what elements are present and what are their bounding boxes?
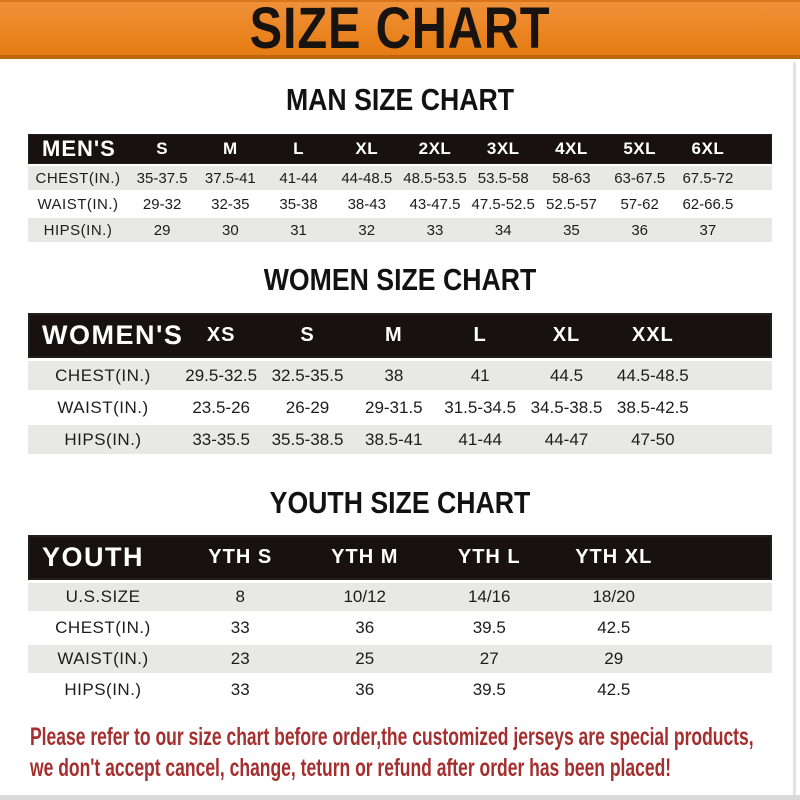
- men-cell-waist-in-l: 35-38: [279, 195, 318, 213]
- men-cell-waist-in-4xl: 52.5-57: [546, 195, 597, 213]
- youth-cell-chest-in-yth-s: 33: [230, 618, 250, 637]
- youth-cell-hips-in-yth-m: 36: [355, 680, 375, 699]
- women-cell-hips-in-xs: 33-35.5: [192, 429, 250, 449]
- youth-row-label-u-s-size: U.S.SIZE: [65, 587, 141, 606]
- youth-column-header-yth-m: YTH M: [331, 546, 399, 568]
- women-section-heading: WOMEN SIZE CHART: [263, 262, 537, 297]
- men-cell-waist-in-5xl: 57-62: [620, 195, 659, 213]
- men-column-header-xl: XL: [355, 139, 379, 158]
- women-cell-waist-in-xs: 23.5-26: [192, 397, 250, 417]
- youth-cell-waist-in-yth-s: 23: [230, 649, 250, 668]
- women-row-chest-in: [28, 361, 772, 390]
- men-cell-chest-in-2xl: 48.5-53.5: [403, 169, 467, 187]
- women-column-header-m: M: [384, 324, 403, 346]
- men-column-header-l: L: [293, 139, 304, 158]
- men-cell-chest-in-l: 41-44: [279, 169, 318, 187]
- women-row-label-chest-in: CHEST(IN.): [55, 365, 151, 385]
- women-column-header-xl: XL: [552, 324, 581, 346]
- women-cell-waist-in-s: 26-29: [285, 397, 330, 417]
- women-cell-waist-in-xl: 34.5-38.5: [530, 397, 603, 417]
- women-size-table: [28, 313, 772, 454]
- men-cell-waist-in-3xl: 47.5-52.5: [471, 195, 535, 213]
- youth-row-waist-in: [28, 645, 772, 673]
- women-cell-chest-in-xs: 29.5-32.5: [185, 365, 258, 385]
- men-column-header-6xl: 6XL: [691, 139, 725, 158]
- youth-row-chest-in: [28, 614, 772, 642]
- men-cell-chest-in-6xl: 67.5-72: [682, 169, 734, 187]
- men-cell-hips-in-2xl: 33: [426, 221, 444, 239]
- youth-row-hips-in: [28, 676, 772, 704]
- women-column-header-xs: XS: [206, 324, 236, 346]
- men-column-header-4xl: 4XL: [555, 139, 588, 158]
- men-cell-chest-in-3xl: 53.5-58: [477, 169, 529, 187]
- women-cell-hips-in-l: 41-44: [458, 429, 502, 449]
- women-cell-chest-in-l: 41: [470, 365, 490, 385]
- youth-cell-u-s-size-yth-xl: 18/20: [592, 587, 636, 606]
- women-row-hips-in: [28, 425, 772, 454]
- men-column-header-s: S: [156, 139, 169, 158]
- youth-cell-hips-in-yth-l: 39.5: [472, 680, 506, 699]
- youth-table-header-label: YOUTH: [42, 542, 144, 572]
- men-cell-hips-in-5xl: 36: [631, 221, 648, 239]
- youth-column-header-yth-l: YTH L: [457, 546, 521, 568]
- women-cell-hips-in-xl: 44-47: [544, 429, 589, 449]
- men-cell-hips-in-3xl: 34: [494, 221, 512, 239]
- men-cell-hips-in-l: 31: [290, 221, 307, 239]
- youth-row-label-waist-in: WAIST(IN.): [57, 649, 149, 668]
- page-title: SIZE CHART: [249, 0, 551, 61]
- youth-row-label-hips-in: HIPS(IN.): [64, 680, 142, 699]
- youth-section-heading: YOUTH SIZE CHART: [269, 485, 531, 520]
- youth-row-u-s-size: [28, 583, 772, 611]
- women-row-label-hips-in: HIPS(IN.): [64, 429, 142, 449]
- men-cell-chest-in-5xl: 63-67.5: [614, 169, 666, 187]
- men-column-header-3xl: 3XL: [486, 139, 520, 158]
- women-cell-waist-in-xxl: 38.5-42.5: [616, 397, 689, 417]
- women-column-header-xxl: XXL: [631, 324, 674, 346]
- men-table-header-row: [28, 134, 772, 164]
- men-row-label-waist-in: WAIST(IN.): [37, 195, 119, 213]
- youth-row-label-chest-in: CHEST(IN.): [55, 618, 151, 637]
- men-cell-chest-in-s: 35-37.5: [136, 169, 188, 187]
- men-cell-waist-in-s: 29-32: [142, 195, 182, 213]
- men-cell-hips-in-6xl: 37: [699, 221, 717, 239]
- youth-cell-chest-in-yth-xl: 42.5: [597, 618, 631, 637]
- men-cell-hips-in-s: 29: [153, 221, 171, 239]
- right-edge-strip: [793, 62, 796, 795]
- banner: [0, 0, 800, 59]
- women-row-label-waist-in: WAIST(IN.): [57, 397, 149, 417]
- men-cell-chest-in-m: 37.5-41: [204, 169, 256, 187]
- notice-line-1: Please refer to our size chart before order,the customized jerseys are special products,: [30, 723, 754, 751]
- youth-cell-waist-in-yth-l: 27: [479, 649, 499, 668]
- footer-notice: [30, 722, 800, 784]
- youth-cell-hips-in-yth-s: 33: [230, 680, 250, 699]
- women-cell-hips-in-m: 38.5-41: [364, 429, 423, 449]
- men-cell-hips-in-xl: 32: [358, 221, 376, 239]
- youth-cell-u-s-size-yth-s: 8: [235, 587, 245, 606]
- women-cell-hips-in-s: 35.5-38.5: [271, 429, 344, 449]
- men-column-header-5xl: 5XL: [623, 139, 656, 158]
- women-table-header-row: [28, 313, 772, 358]
- youth-cell-u-s-size-yth-l: 14/16: [467, 587, 511, 606]
- men-row-hips-in: [28, 218, 772, 242]
- men-cell-hips-in-4xl: 35: [563, 221, 580, 239]
- man-section-heading: MAN SIZE CHART: [285, 82, 515, 117]
- women-cell-waist-in-l: 31.5-34.5: [444, 397, 517, 417]
- women-row-waist-in: [28, 393, 772, 422]
- youth-cell-waist-in-yth-m: 25: [355, 649, 375, 668]
- men-size-table: [28, 134, 772, 242]
- men-row-chest-in: [28, 166, 772, 190]
- youth-cell-u-s-size-yth-m: 10/12: [343, 587, 387, 606]
- men-cell-waist-in-2xl: 43-47.5: [409, 195, 461, 213]
- women-cell-chest-in-s: 32.5-35.5: [271, 365, 344, 385]
- notice-line-2: we don't accept cancel, change, teturn or refund after order has been placed!: [30, 754, 672, 782]
- youth-column-header-yth-s: YTH S: [208, 546, 273, 568]
- men-cell-hips-in-m: 30: [221, 221, 239, 239]
- bottom-edge-strip: [0, 795, 800, 800]
- men-row-label-chest-in: CHEST(IN.): [35, 169, 121, 187]
- youth-cell-chest-in-yth-m: 36: [355, 618, 375, 637]
- men-row-waist-in: [28, 192, 772, 216]
- men-column-header-m: M: [222, 139, 238, 158]
- youth-table-header-row: [28, 535, 772, 580]
- women-column-header-l: L: [473, 324, 487, 346]
- youth-cell-chest-in-yth-l: 39.5: [472, 618, 506, 637]
- women-cell-chest-in-m: 38: [384, 365, 404, 385]
- women-cell-hips-in-xxl: 47-50: [631, 429, 675, 449]
- youth-column-header-yth-xl: YTH XL: [575, 546, 653, 568]
- youth-cell-waist-in-yth-xl: 29: [604, 649, 624, 668]
- men-cell-waist-in-6xl: 62-66.5: [682, 195, 734, 213]
- youth-cell-hips-in-yth-xl: 42.5: [597, 680, 631, 699]
- men-column-header-2xl: 2XL: [418, 139, 452, 158]
- women-column-header-s: S: [300, 324, 315, 346]
- men-table-header-label: MEN'S: [42, 136, 116, 161]
- women-cell-chest-in-xl: 44.5: [549, 365, 584, 385]
- women-table-header-label: WOMEN'S: [42, 320, 184, 350]
- women-cell-waist-in-m: 29-31.5: [364, 397, 423, 417]
- men-cell-waist-in-m: 32-35: [211, 195, 250, 213]
- women-cell-chest-in-xxl: 44.5-48.5: [616, 365, 689, 385]
- men-cell-chest-in-4xl: 58-63: [552, 169, 591, 187]
- men-cell-chest-in-xl: 44-48.5: [341, 169, 393, 187]
- men-cell-waist-in-xl: 38-43: [347, 195, 386, 213]
- men-row-label-hips-in: HIPS(IN.): [43, 221, 113, 239]
- youth-size-table: [28, 535, 772, 704]
